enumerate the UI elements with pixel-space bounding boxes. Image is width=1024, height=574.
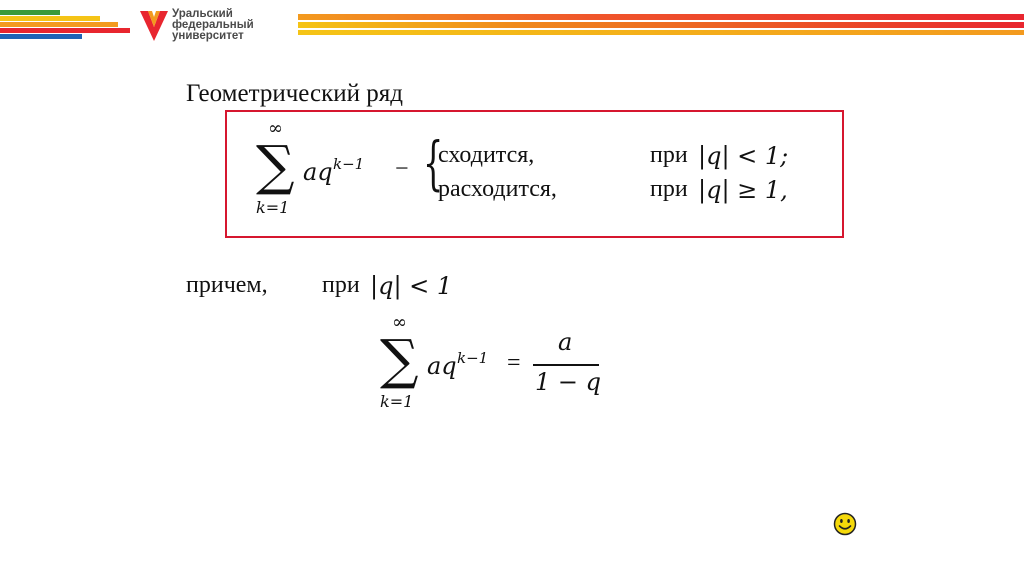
box-sum-upper: ∞ — [268, 118, 283, 139]
stripe-orange-right — [298, 14, 1024, 20]
stripe-yellow-left — [0, 16, 100, 21]
case-brace: { — [423, 129, 444, 197]
formula-sigma-symbol: ∑ — [380, 328, 419, 391]
slide-heading: Геометрический ряд — [186, 80, 403, 107]
fraction-bar — [533, 364, 599, 366]
case2-word: расходится, — [438, 176, 557, 202]
fraction-denominator: 1 − q — [535, 368, 601, 396]
university-name — [172, 9, 254, 42]
university-logo-icon — [138, 9, 170, 43]
formula-sum-lower: k=1 — [380, 392, 414, 411]
case1-word: сходится, — [438, 142, 535, 168]
box-term-exponent: k−1 — [333, 155, 365, 173]
stripe-yellow-right — [298, 30, 1024, 35]
stripe-orange-left — [0, 22, 118, 27]
box-sigma-symbol: ∑ — [256, 134, 295, 197]
box-dash: − — [395, 156, 409, 182]
case1-pri: при — [650, 142, 688, 168]
box-sum-lower: k=1 — [256, 198, 290, 217]
fraction-numerator: a — [558, 328, 573, 356]
note-word: причем, — [186, 272, 268, 298]
stripe-red-right — [298, 22, 1024, 28]
logo-line-2: федеральный — [172, 19, 254, 31]
logo-line-1: Уральский — [172, 8, 233, 20]
formula-sum-upper: ∞ — [392, 312, 407, 333]
case2-condition: |q| ≥ 1, — [698, 176, 788, 204]
case2-pri: при — [650, 176, 688, 202]
case1-condition: |q| < 1; — [698, 142, 789, 170]
formula-equals: = — [507, 350, 521, 376]
box-term-base: aq — [303, 158, 333, 186]
smiley-face-icon — [833, 512, 857, 536]
note-condition: |q| < 1 — [370, 272, 453, 300]
stripe-blue-left — [0, 34, 82, 39]
stripe-green-left — [0, 10, 60, 15]
note-pri: при — [322, 272, 360, 298]
formula-term-exponent: k−1 — [457, 349, 489, 367]
logo-line-3: университет — [172, 30, 244, 42]
stripe-red-left — [0, 28, 130, 33]
formula-term-base: aq — [427, 352, 457, 380]
